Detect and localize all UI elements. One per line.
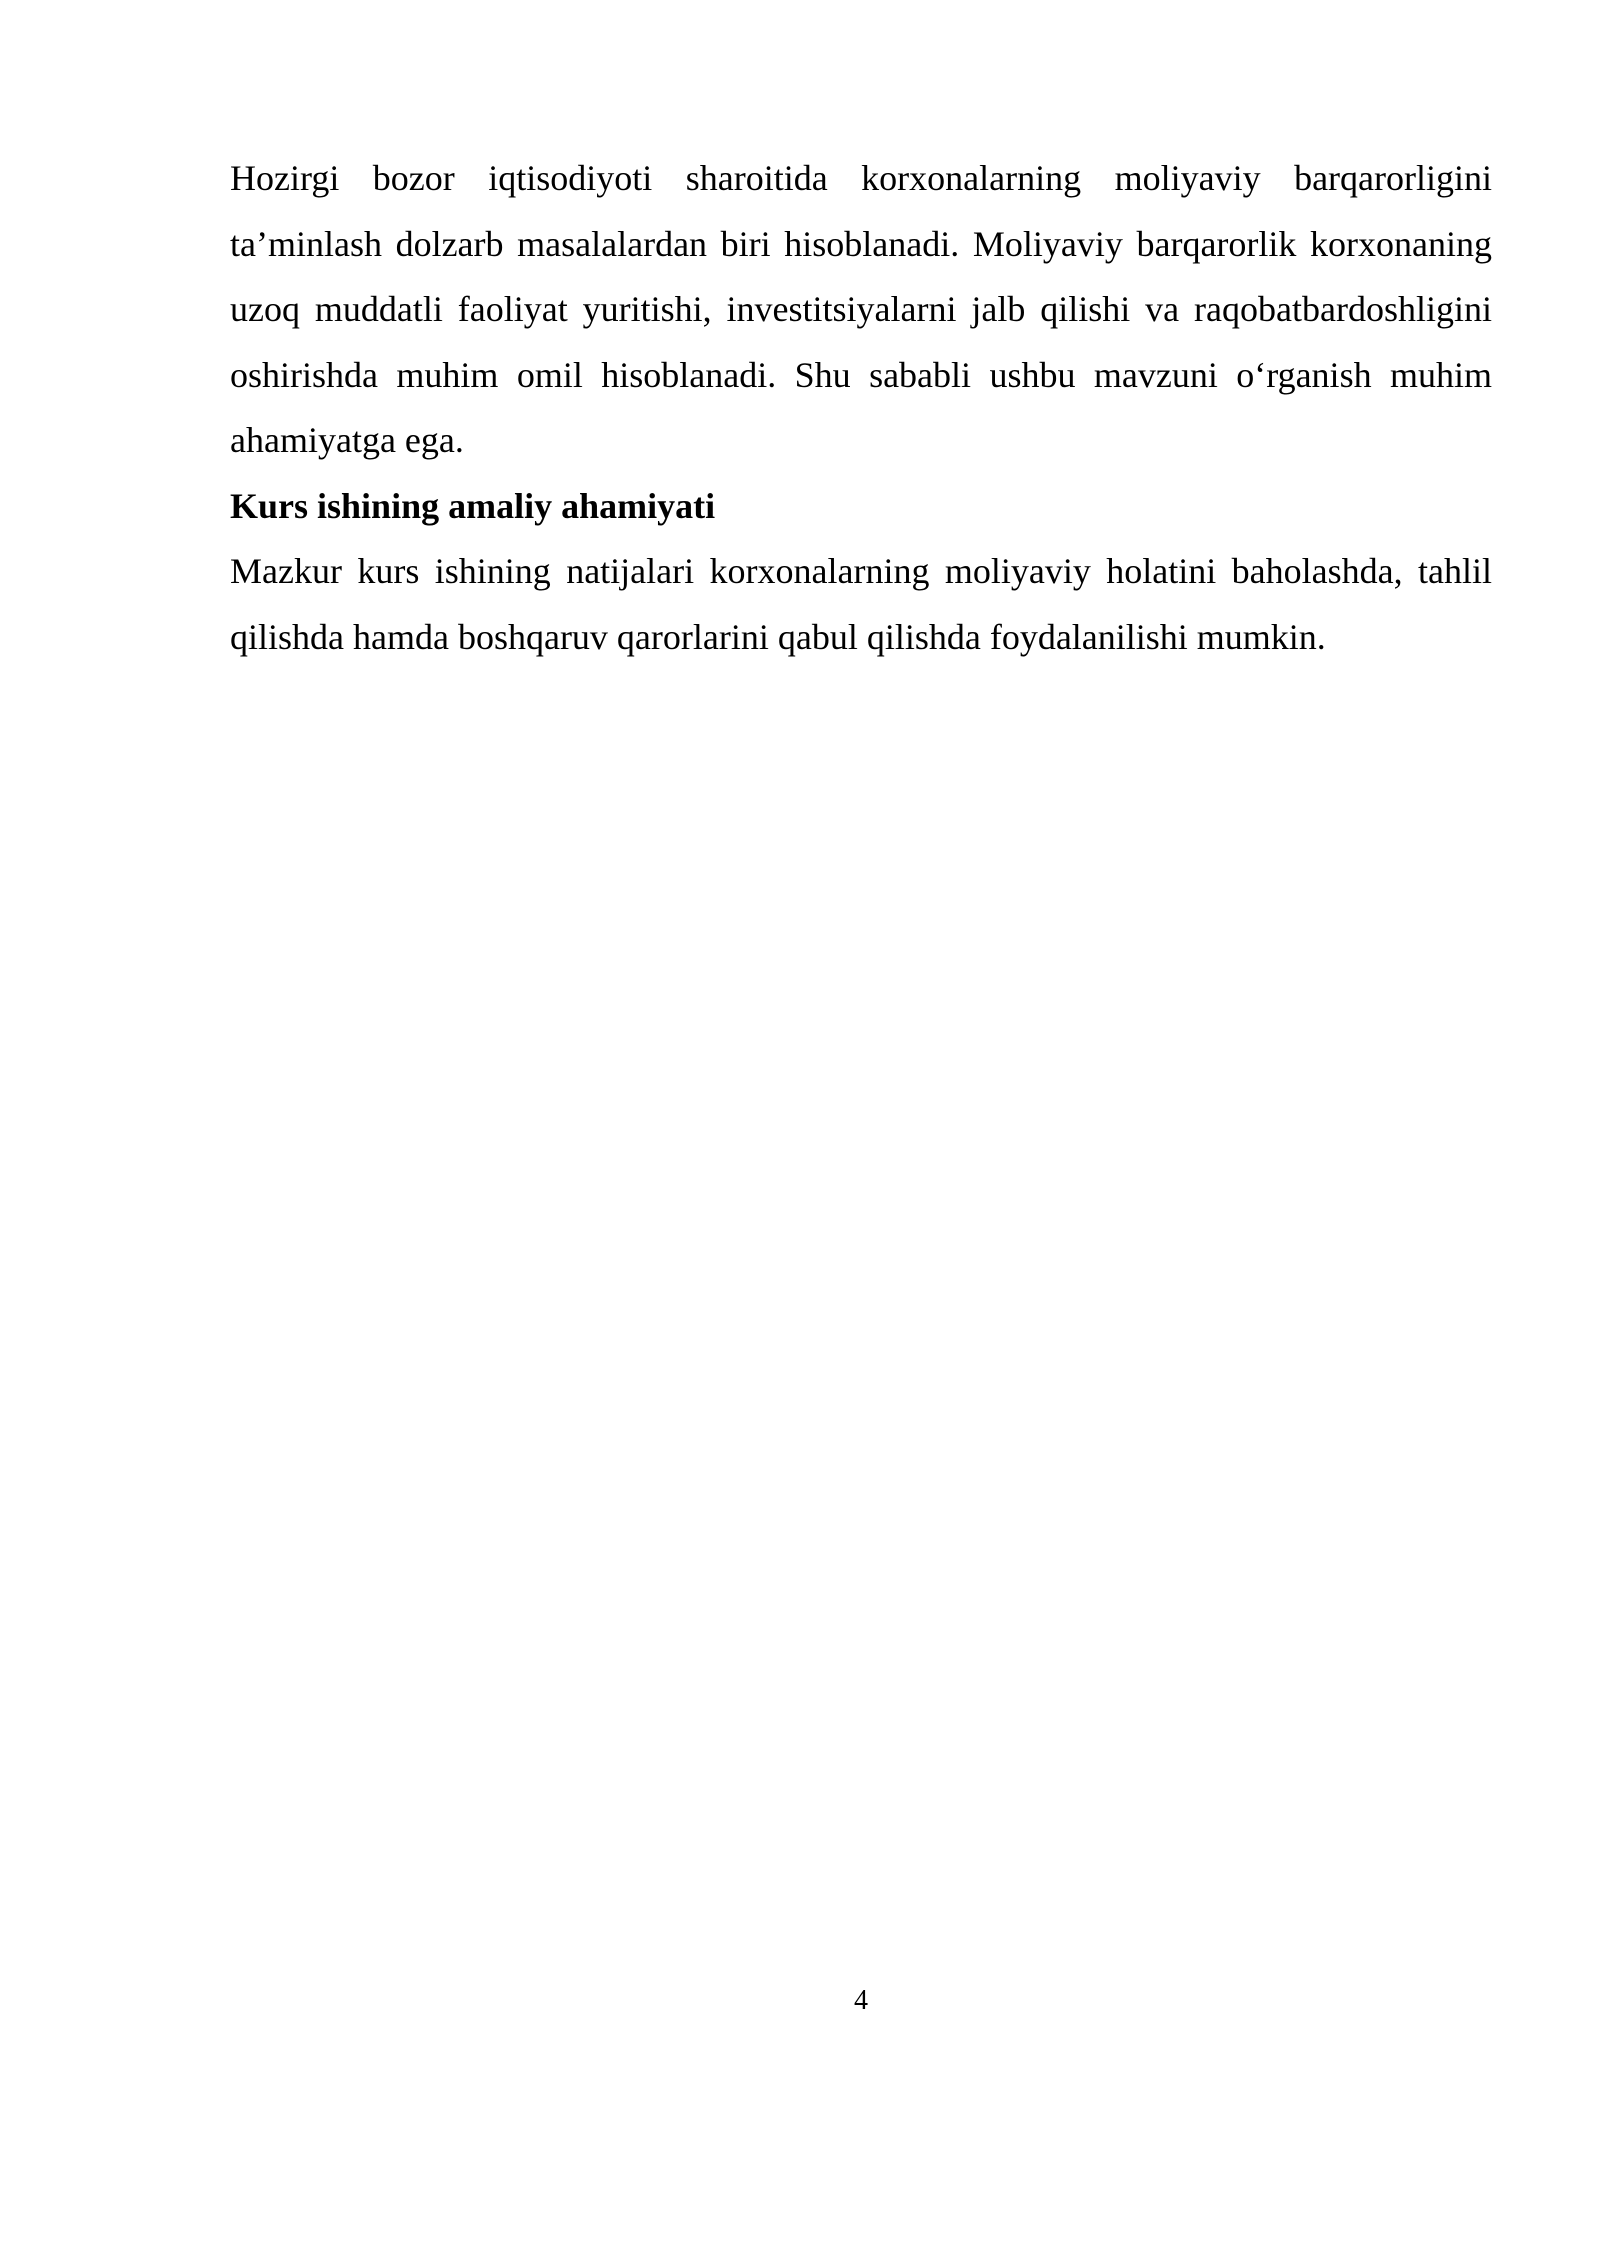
intro-paragraph: Hozirgi bozor iqtisodiyoti sharoitida korxonalarning moliyaviy barqarorligini ta’minlash dolzarb masalalardan biri hisoblanadi. Moliyaviy barqarorlik korxonaning uzoq muddatli faoliyat yuritishi, investitsiyalarni jalb qilishi va raqobatbardoshligini oshirishda muhim omil hisoblanadi. Shu sababli ushbu mavzuni o‘rganish muhim ahamiyatga ega.	[230, 158, 1492, 460]
practical-significance-paragraph: Mazkur kurs ishining natijalari korxonalarning moliyaviy holatini baholashda, tahlil qilishda hamda boshqaruv qarorlarini qabul qilishda foydalanilishi mumkin.	[230, 551, 1492, 657]
page-body	[230, 146, 1492, 670]
page-number: 4	[854, 1985, 868, 2016]
section-heading: Kurs ishining amaliy ahamiyati	[230, 485, 716, 526]
